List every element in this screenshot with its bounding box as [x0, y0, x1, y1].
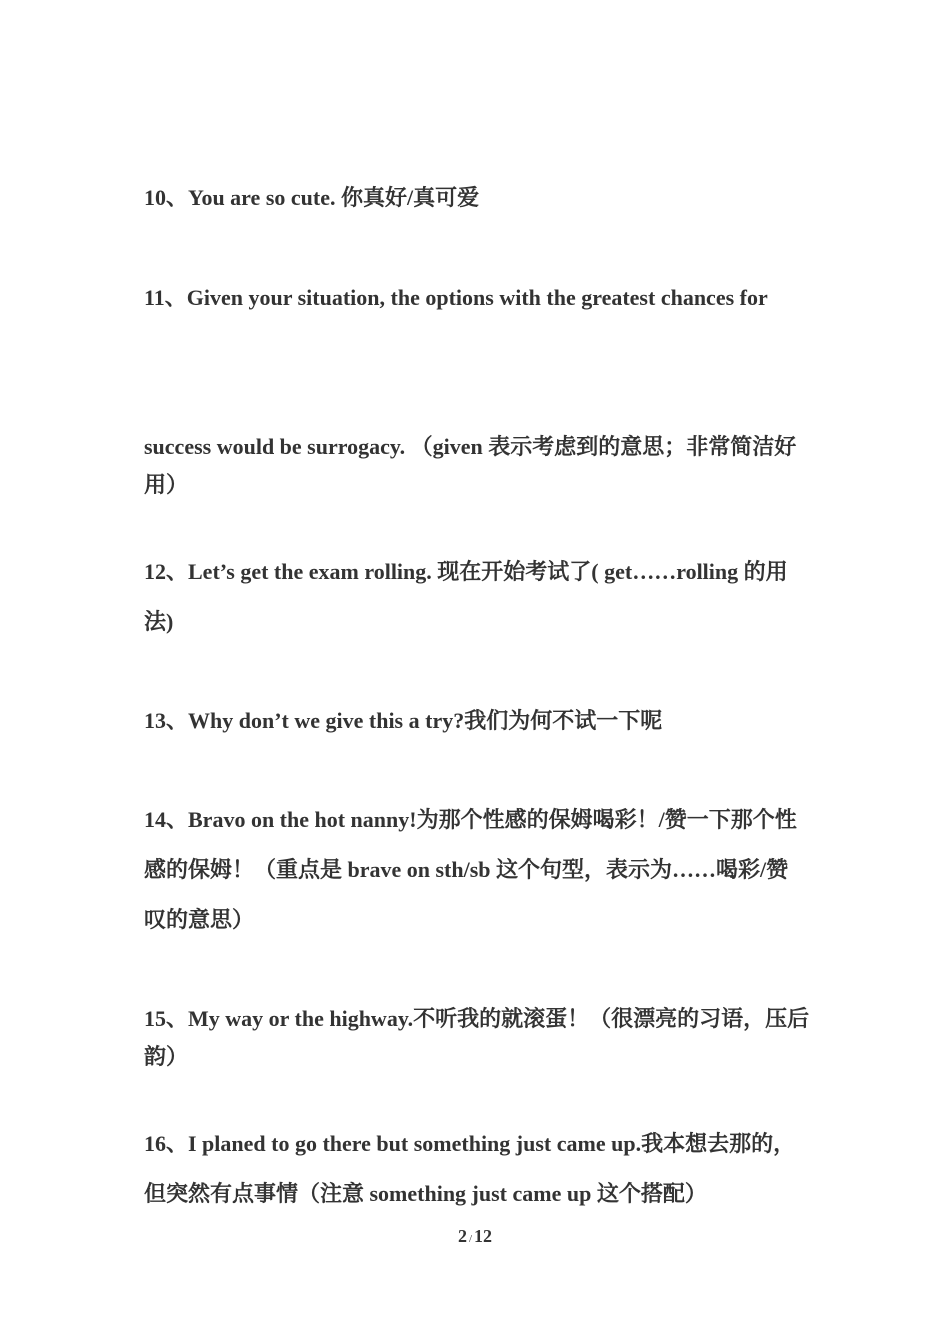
total-pages: 12: [474, 1226, 493, 1246]
page-separator: /: [468, 1233, 473, 1245]
paragraph-13: 13、Why don’t we give this a try?我们为何不试一下呢: [144, 708, 663, 733]
paragraph-12: 12、Let’s get the exam rolling. 现在开始考试了( get……rolling 的用法): [144, 559, 788, 634]
page-number: [0, 1226, 950, 1247]
paragraph-11-part1: 11、Given your situation, the options with the greatest chances for: [144, 285, 768, 310]
paragraph-10: 10、You are so cute. 你真好/真可爱: [144, 185, 480, 210]
current-page: 2: [457, 1226, 467, 1246]
paragraph-11-part2: success would be surrogacy. （given 表示考虑到的意思；非常简洁好用）: [144, 434, 797, 497]
paragraph-16: 16、I planed to go there but something just came up.我本想去那的，但突然有点事情（注意 something just came up 这个搭配）: [144, 1131, 796, 1206]
paragraph-14: 14、Bravo on the hot nanny!为那个性感的保姆喝彩！/赞一下那个性感的保姆！（重点是 brave on sth/sb 这个句型，表示为……喝彩/赞叹的意思）: [144, 807, 797, 932]
paragraph-15: 15、My way or the highway.不听我的就滚蛋！（很漂亮的习语，压后韵）: [144, 1006, 810, 1069]
